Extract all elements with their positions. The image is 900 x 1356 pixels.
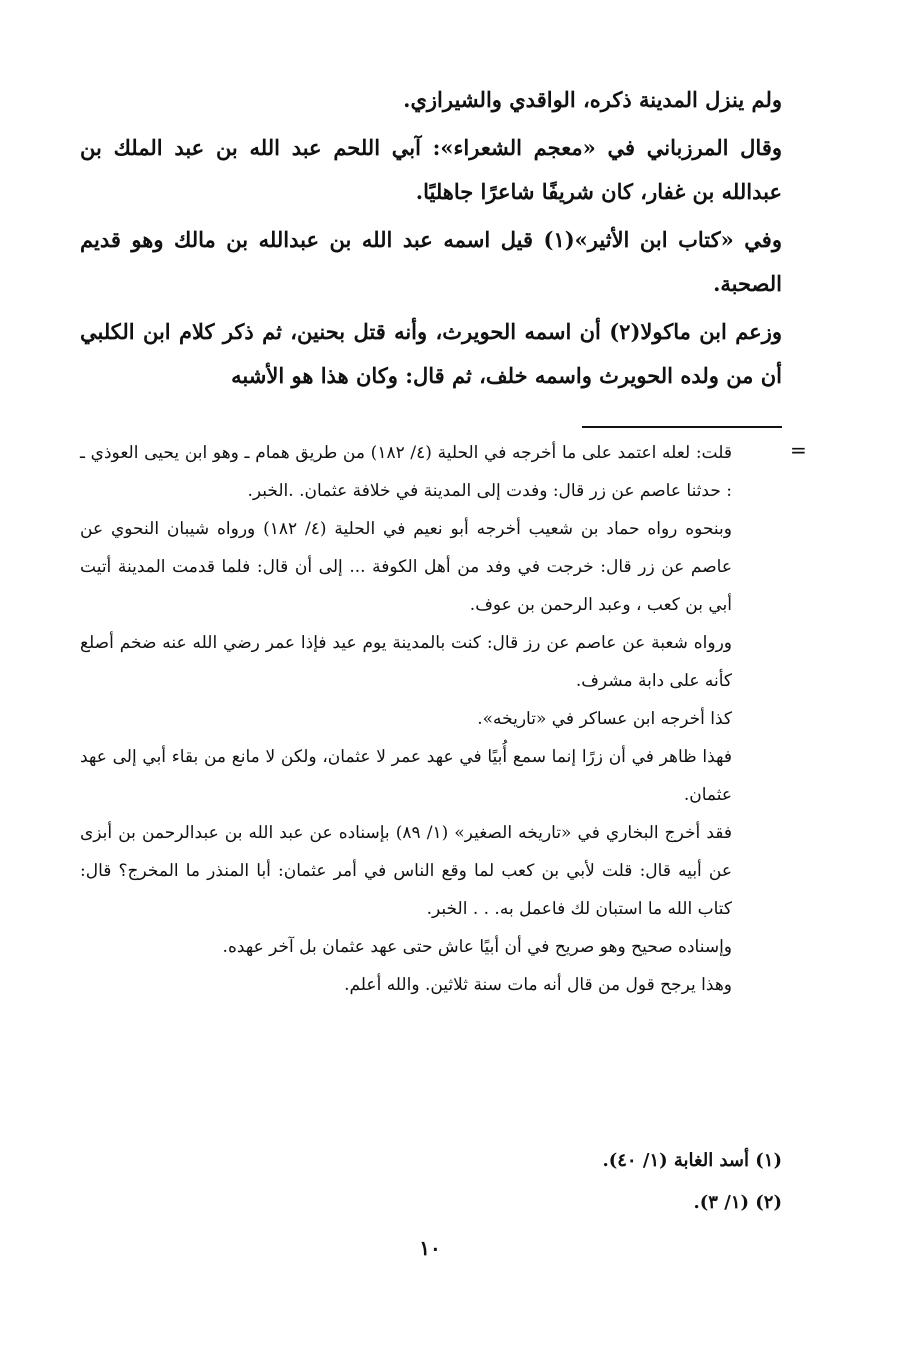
note-paragraph: ورواه شعبة عن عاصم عن رز قال: كنت بالمدينة يوم عيد فإذا عمر رضي الله عنه ضخم أصلع كأنه على دابة مشرف. [80, 633, 732, 691]
note-paragraph: وبنحوه رواه حماد بن شعيب أخرجه أبو نعيم في الحلية (٤/ ١٨٢) ورواه شيبان النحوي عن عاصم عن زر قال: خرجت في وفد من أهل الكوفة ... إلى أن قال: فلما قدمت المدينة أتيت أبي بن كعب ، وعبد الرحمن بن عوف. [80, 519, 732, 615]
footnote-2: (٢) (١/ ٣). [693, 1192, 782, 1213]
main-text [80, 78, 782, 402]
note-paragraph: وإسناده صحيح وهو صريح في أن أبيًا عاش حتى عهد عثمان بل آخر عهده. [222, 937, 732, 957]
note-paragraph: قلت: لعله اعتمد على ما أخرجه في الحلية (٤/ ١٨٢) من طريق همام ـ وهو ابن يحيى العوذي ـ : حدثنا عاصم عن زر قال: وفدت إلى المدينة في خلافة عثمان. .الخبر. [80, 443, 732, 501]
footnote-1: (١) أسد الغابة (١/ ٤٠). [602, 1150, 782, 1171]
main-paragraph: وفي «كتاب ابن الأثير»(١) قيل اسمه عبد الله بن عبدالله بن مالك وهو قديم الصحبة. [80, 227, 782, 296]
notes-separator [582, 426, 782, 428]
main-paragraph: وزعم ابن ماكولا(٢) أن اسمه الحويرث، وأنه قتل بحنين، ثم ذكر كلام ابن الكلبي أن من ولده الحويرث واسمه خلف، ثم قال: وكان هذا هو الأشبه [80, 319, 782, 388]
note-paragraph: كذا أخرجه ابن عساكر في «تاريخه». [477, 709, 732, 729]
footnotes [80, 1140, 782, 1224]
note-paragraph: فقد أخرج البخاري في «تاريخه الصغير» (١/ ٨٩) بإسناده عن عبد الله بن عبدالرحمن بن أبزى عن أبيه قال: قلت لأبي بن كعب لما وقع الناس في أمر عثمان: أبا المنذر ما المخرج؟ قال: كتاب الله ما استبان لك فاعمل به. . . الخبر. [80, 823, 732, 919]
continued-note [80, 434, 732, 1004]
note-paragraph: فهذا ظاهر في أن زرًا إنما سمع أُبيًا في عهد عمر لا عثمان، ولكن لا مانع من بقاء أبي إلى عهد عثمان. [80, 747, 732, 805]
continuation-mark: = [790, 438, 807, 462]
page-number: ١٠ [419, 1236, 441, 1260]
main-paragraph: وقال المرزباني في «معجم الشعراء»: آبي اللحم عبد الله بن عبد الملك بن عبدالله بن غفار، كان شريفًا شاعرًا جاهليًا. [80, 135, 782, 204]
main-paragraph: ولم ينزل المدينة ذكره، الواقدي والشيرازي. [403, 87, 782, 112]
note-paragraph: وهذا يرجح قول من قال أنه مات سنة ثلاثين. والله أعلم. [344, 975, 732, 995]
